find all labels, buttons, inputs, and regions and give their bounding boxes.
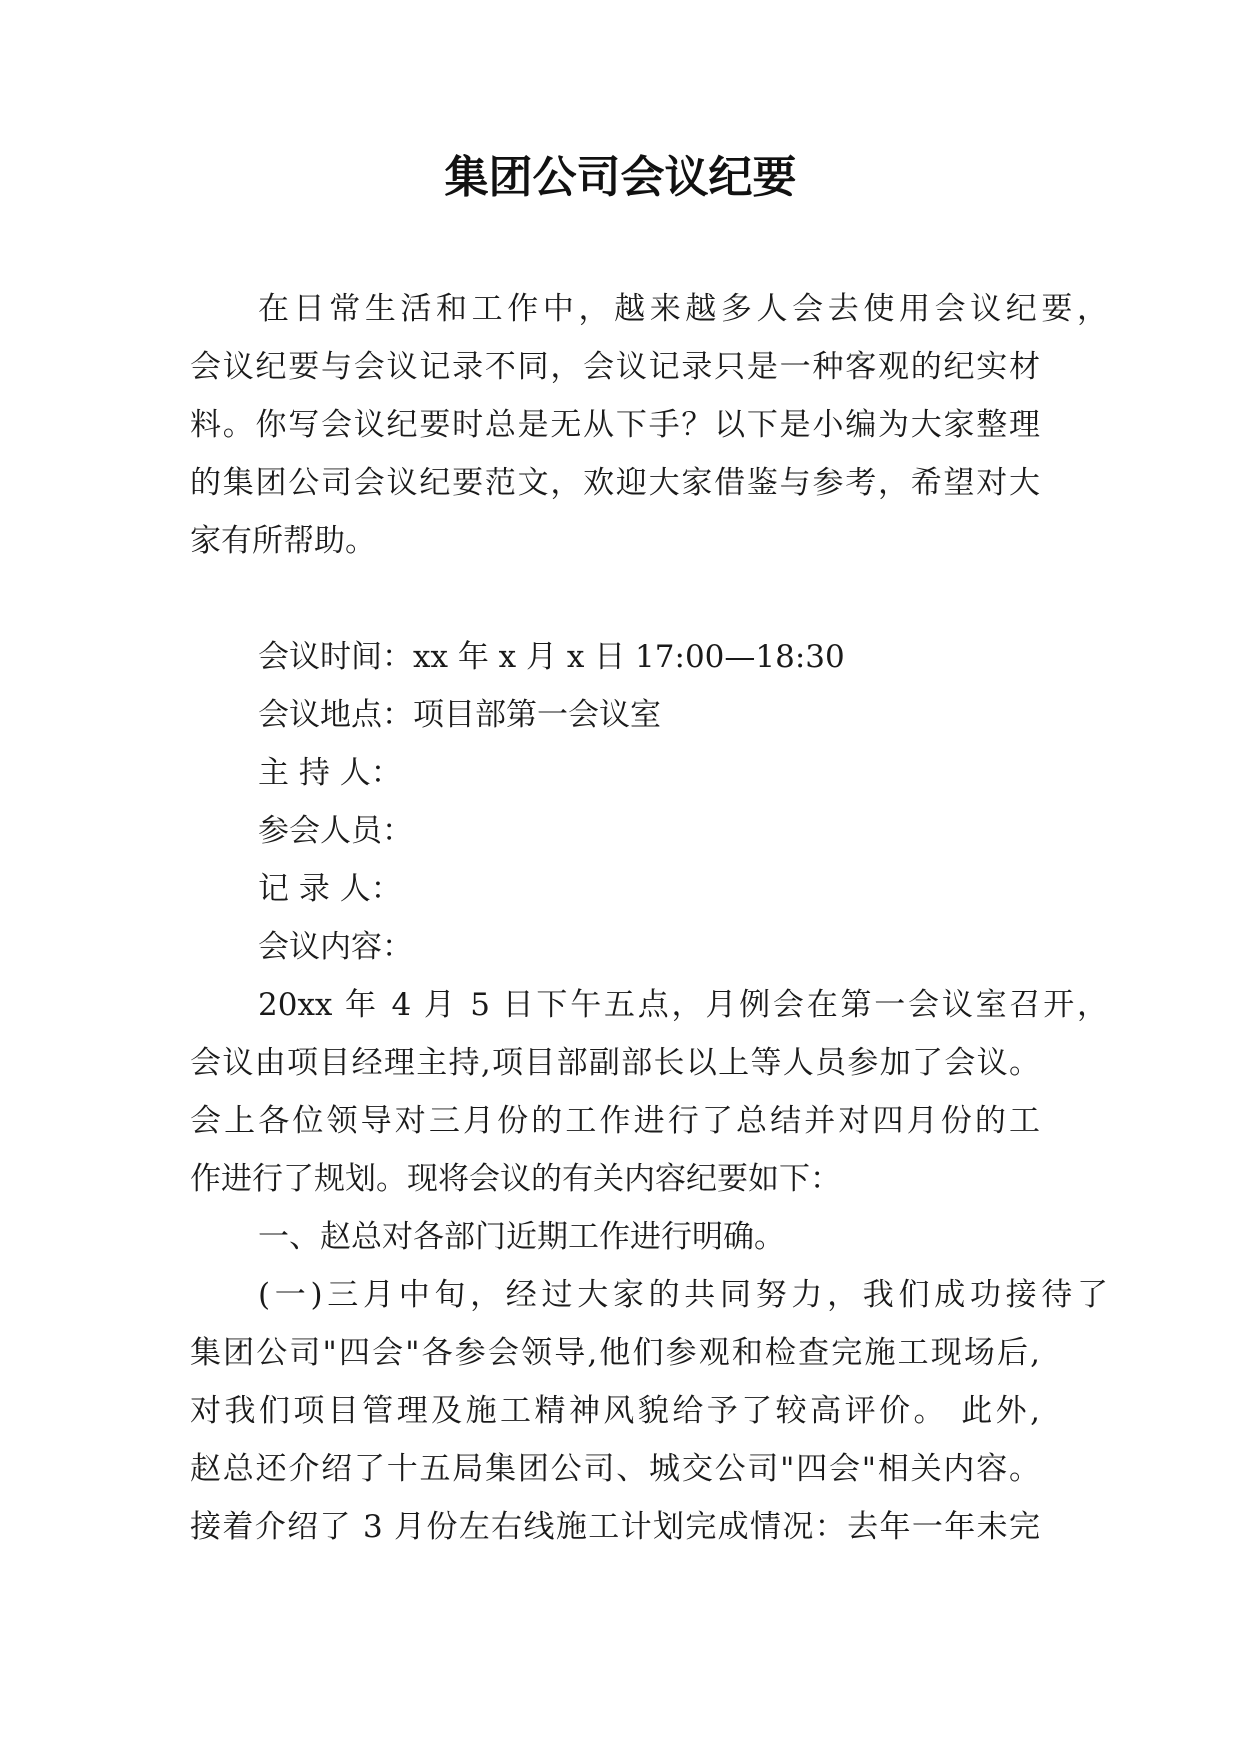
body-line: 对我们项目管理及施工精神风貌给予了较高评价。 此外, <box>190 1393 1040 1429</box>
section-heading: 一、赵总对各部门近期工作进行明确。 <box>258 1219 785 1255</box>
intro-line: 料。你写会议纪要时总是无从下手？以下是小编为大家整理 <box>190 407 1040 443</box>
meeting-host: 主 持 人： <box>258 755 402 791</box>
body-line: 作进行了规划。现将会议的有关内容纪要如下： <box>190 1161 841 1197</box>
intro-line: 的集团公司会议纪要范文，欢迎大家借鉴与参考，希望对大 <box>190 465 1040 501</box>
body-line: 会议由项目经理主持,项目部副部长以上等人员参加了会议。 <box>190 1045 1040 1081</box>
meeting-time: 会议时间：xx 年 x 月 x 日 17:00—18:30 <box>258 639 845 675</box>
body-line: (一)三月中旬，经过大家的共同努力，我们成功接待了 <box>258 1277 1108 1313</box>
body-line: 接着介绍了 3 月份左右线施工计划完成情况：去年一年未完 <box>190 1509 1040 1545</box>
intro-line: 会议纪要与会议记录不同，会议记录只是一种客观的纪实材 <box>190 349 1040 385</box>
body-line: 集团公司"四会"各参会领导,他们参观和检查完施工现场后, <box>190 1335 1040 1371</box>
body-line: 20xx 年 4 月 5 日下午五点，月例会在第一会议室召开， <box>258 987 1108 1023</box>
meeting-attendees: 参会人员： <box>258 813 413 849</box>
intro-line: 在日常生活和工作中，越来越多人会去使用会议纪要， <box>258 291 1108 327</box>
meeting-recorder: 记 录 人： <box>258 871 402 907</box>
body-line: 赵总还介绍了十五局集团公司、城交公司"四会"相关内容。 <box>190 1451 1040 1487</box>
body-line: 会上各位领导对三月份的工作进行了总结并对四月份的工 <box>190 1103 1040 1139</box>
meeting-content-label: 会议内容： <box>258 929 413 965</box>
intro-line: 家有所帮助。 <box>190 523 376 559</box>
meeting-place: 会议地点：项目部第一会议室 <box>258 697 661 733</box>
document-title: 集团公司会议纪要 <box>444 152 797 203</box>
